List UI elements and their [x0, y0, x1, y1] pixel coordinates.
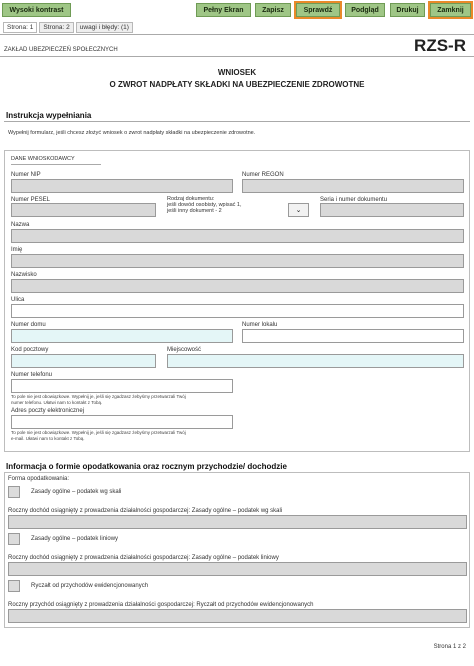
doc-type-label-line2: jeśli dowód osobisty, wpisać 1, — [167, 202, 242, 208]
city-field[interactable] — [167, 354, 464, 368]
taxation-heading: Informacja o formie opodatkowania oraz rocznym przychodzie/ dochodzie — [6, 462, 287, 471]
income-scale-label: Roczny dochód osiągnięty z prowadzenia działalności gospodarczej: Zasady ogólne – podatek wg skali — [8, 508, 283, 514]
email-note — [11, 430, 186, 442]
form-subtitle: O ZWROT NADPŁATY SKŁADKI NA UBEZPIECZENIE ZDROWOTNE — [109, 80, 365, 89]
income-lump-field[interactable] — [8, 609, 467, 623]
flat-no-label: Numer lokalu — [242, 322, 278, 328]
phone-field[interactable] — [11, 379, 233, 393]
phone-note-line1: To pole nie jest obowiązkowe. Wypełnij je, jeśli się zgadzasz żebyśmy przetwarzali Twój — [11, 394, 186, 399]
applicant-heading-underline — [11, 164, 101, 165]
form-code: RZS-R — [414, 36, 466, 55]
page-indicator: Strona 1 z 2 — [433, 644, 466, 650]
street-field[interactable] — [11, 304, 464, 318]
tab-page-2[interactable]: Strona: 2 — [39, 22, 73, 33]
tab-remarks-errors[interactable]: uwagi i błędy: (1) — [76, 22, 133, 33]
tax-linear-checkbox[interactable] — [8, 533, 20, 545]
header-divider — [0, 56, 474, 57]
first-name-field[interactable] — [11, 254, 464, 268]
instructions-divider — [4, 121, 470, 122]
regon-field[interactable] — [242, 179, 464, 193]
form-title: WNIOSEK — [217, 68, 257, 77]
tabs-divider — [0, 34, 474, 35]
check-button[interactable]: Sprawdź — [296, 3, 340, 17]
surname-field[interactable] — [11, 279, 464, 293]
tax-scale-label: Zasady ogólne – podatek wg skali — [31, 489, 122, 495]
page-tabs — [3, 22, 133, 33]
doc-type-label — [167, 196, 242, 214]
close-button[interactable]: Zamknij — [430, 3, 471, 17]
name-label: Nazwa — [11, 222, 30, 228]
email-note-line1: To pole nie jest obowiązkowe. Wypełnij je, jeśli się zgadzasz żebyśmy przetwarzali Twój — [11, 430, 186, 435]
pesel-field[interactable] — [11, 203, 156, 217]
high-contrast-button[interactable]: Wysoki kontrast — [2, 3, 71, 17]
full-screen-button[interactable]: Pełny Ekran — [196, 3, 251, 17]
tax-lump-label: Ryczałt od przychodów ewidencjonowanych — [31, 583, 149, 589]
phone-note — [11, 394, 186, 406]
name-field[interactable] — [11, 229, 464, 243]
tax-lump-checkbox[interactable] — [8, 580, 20, 592]
email-note-line2: e-mail. Ułatwi nam to kontakt z Tobą. — [11, 436, 85, 441]
print-button[interactable]: Drukuj — [390, 3, 425, 17]
city-label: Miejscowość — [167, 347, 202, 353]
house-no-label: Numer domu — [11, 322, 46, 328]
tab-page-1[interactable]: Strona: 1 — [3, 22, 37, 33]
tax-scale-checkbox[interactable] — [8, 486, 20, 498]
first-name-label: Imię — [11, 247, 23, 253]
phone-note-line2: numer telefonu. Ułatwi nam to kontakt z Tobą. — [11, 400, 103, 405]
income-linear-field[interactable] — [8, 562, 467, 576]
street-label: Ulica — [11, 297, 25, 303]
postal-code-label: Kod pocztowy — [11, 347, 49, 353]
toolbar — [0, 0, 474, 20]
applicant-heading: DANE WNIOSKODAWCY — [11, 156, 75, 162]
doc-type-label-line1: Rodzaj dokumentu: — [167, 196, 215, 202]
income-linear-label: Roczny dochód osiągnięty z prowadzenia działalności gospodarczej: Zasady ogólne – podatek liniowy — [8, 555, 279, 561]
chevron-down-icon: ⌄ — [295, 207, 302, 214]
doc-series-label: Seria i numer dokumentu — [320, 197, 388, 203]
income-lump-label: Roczny przychód osiągnięty z prowadzenia działalności gospodarczej: Ryczałt od przychodów ewidencjonowanych — [8, 602, 314, 608]
nip-field[interactable] — [11, 179, 233, 193]
email-field[interactable] — [11, 415, 233, 429]
preview-button[interactable]: Podgląd — [345, 3, 385, 17]
save-button[interactable]: Zapisz — [255, 3, 291, 17]
phone-label: Numer telefonu — [11, 372, 53, 378]
instructions-heading: Instrukcja wypełniania — [6, 111, 92, 120]
postal-code-field[interactable] — [11, 354, 156, 368]
regon-label: Numer REGON — [242, 172, 284, 178]
doc-type-label-line3: jeśli inny dokument - 2 — [167, 208, 222, 214]
nip-label: Numer NIP — [11, 172, 41, 178]
tax-form-label: Forma opodatkowania: — [8, 476, 70, 482]
doc-type-select[interactable] — [288, 203, 309, 217]
institution-name: ZAKŁAD UBEZPIECZEŃ SPOŁECZNYCH — [4, 47, 118, 53]
pesel-label: Numer PESEL — [11, 197, 51, 203]
income-scale-field[interactable] — [8, 515, 467, 529]
tax-linear-label: Zasady ogólne – podatek liniowy — [31, 536, 119, 542]
surname-label: Nazwisko — [11, 272, 37, 278]
doc-series-field[interactable] — [320, 203, 464, 217]
email-label: Adres poczty elektronicznej — [11, 408, 85, 414]
house-no-field[interactable] — [11, 329, 233, 343]
flat-no-field[interactable] — [242, 329, 464, 343]
instructions-text: Wypełnij formularz, jeśli chcesz złożyć wniosek o zwrot nadpłaty składki na ubezpieczenie zdrowotne. — [8, 130, 256, 136]
